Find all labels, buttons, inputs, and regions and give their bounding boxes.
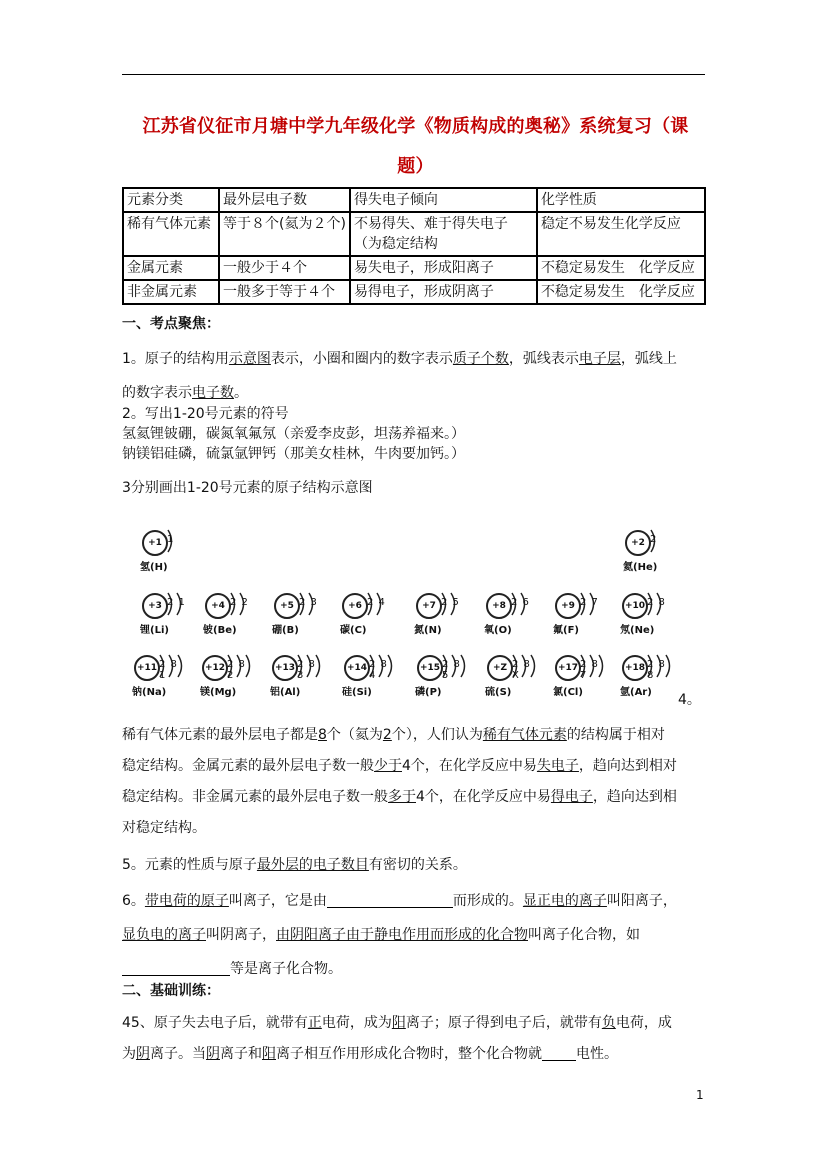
header-rule bbox=[122, 74, 705, 75]
table-row bbox=[123, 212, 705, 256]
answer: 由阴阳离子由于静电作用而形成的化合物 bbox=[276, 927, 528, 943]
answer: 电子层 bbox=[578, 351, 621, 367]
answer: 电子数 bbox=[192, 385, 234, 401]
text: 个（氦为 bbox=[326, 727, 383, 743]
table-cell: 一般多于等于４个 bbox=[219, 280, 350, 304]
text: 叫离子，它是由 bbox=[228, 893, 327, 909]
answer: 阴 bbox=[136, 1046, 150, 1062]
element-name: 氦(He) bbox=[623, 562, 658, 573]
text: ，趋向达到相对 bbox=[578, 758, 677, 774]
text: 等是离子化合物。 bbox=[230, 961, 342, 977]
answer: 带电荷的原子 bbox=[144, 893, 229, 909]
atom-diagram bbox=[270, 647, 322, 697]
table-cell: 非金属元素 bbox=[123, 280, 219, 304]
answer: 多于 bbox=[388, 789, 416, 805]
element-name: 硼(B) bbox=[272, 625, 299, 636]
section-heading-focus: 一、考点聚焦： bbox=[122, 316, 220, 332]
answer: 显负电的离子 bbox=[122, 927, 206, 943]
text: ，趋向达到相 bbox=[592, 789, 677, 805]
text: 稳定结构。非金属元素的最外层电子数一般 bbox=[122, 789, 388, 805]
item-2-title: 2。写出1-20号元素的符号 bbox=[122, 406, 289, 422]
table-cell: 最外层电子数 bbox=[219, 188, 350, 212]
text: 4个，在化学反应中易 bbox=[416, 789, 551, 805]
electron-counts: 2 8 X bbox=[512, 659, 531, 681]
answer: 最外层的电子数目 bbox=[256, 857, 369, 873]
table-cell: 化学性质 bbox=[537, 188, 705, 212]
element-name: 镁(Mg) bbox=[200, 687, 237, 698]
table-cell: 元素分类 bbox=[123, 188, 219, 212]
answer: 稀有气体元素 bbox=[482, 727, 567, 743]
element-name: 钠(Na) bbox=[132, 687, 167, 698]
electron-counts: 1 bbox=[167, 534, 175, 545]
atom-diagram bbox=[485, 647, 537, 697]
answer: 2 bbox=[382, 727, 392, 743]
item-6 bbox=[122, 884, 707, 986]
element-name: 氩(Ar) bbox=[620, 687, 652, 698]
electron-counts: 2 4 bbox=[367, 597, 386, 608]
electron-counts: 2 8 7 bbox=[580, 659, 599, 681]
text: 而形成的。 bbox=[452, 893, 523, 909]
electron-counts: 2 8 4 bbox=[369, 659, 388, 681]
atom-diagram bbox=[132, 647, 184, 697]
electron-counts: 2 8 3 bbox=[297, 659, 316, 681]
nucleus: +10 bbox=[622, 593, 648, 619]
atom-diagram bbox=[200, 647, 252, 697]
atom-diagram bbox=[203, 585, 255, 635]
nucleus: +11 bbox=[134, 655, 160, 681]
nucleus: +3 bbox=[142, 593, 168, 619]
item-45 bbox=[122, 1008, 707, 1070]
atom-diagram bbox=[553, 647, 605, 697]
table-cell: 不稳定易发生 化学反应 bbox=[537, 256, 705, 280]
electron-counts: 2 8 8 bbox=[647, 659, 666, 681]
table-cell: 稳定不易发生化学反应 bbox=[537, 212, 705, 256]
answer: 阴 bbox=[206, 1046, 220, 1062]
nucleus: +12 bbox=[202, 655, 228, 681]
page-title-continued: 题） bbox=[397, 156, 434, 177]
electron-counts: 2 3 bbox=[299, 597, 318, 608]
table-cell: 不易得失、难于得失电子（为稳定结构 bbox=[350, 212, 537, 256]
electron-counts: 2 8 2 bbox=[227, 659, 246, 681]
element-name: 磷(P) bbox=[415, 687, 442, 698]
text: 4个，在化学反应中易 bbox=[402, 758, 537, 774]
electron-counts: 2 2 bbox=[230, 597, 249, 608]
text: 叫阳离子， bbox=[606, 893, 677, 909]
element-name: 氧(O) bbox=[484, 625, 512, 636]
text: 稳定结构。金属元素的最外层电子数一般 bbox=[122, 758, 374, 774]
page-number: 1 bbox=[696, 1088, 704, 1102]
item-4-number: 4。 bbox=[678, 692, 701, 708]
electron-counts: 2 6 bbox=[511, 597, 530, 608]
nucleus: +17 bbox=[555, 655, 581, 681]
answer: 得电子 bbox=[550, 789, 593, 805]
text: 的数字表示 bbox=[122, 385, 192, 401]
nucleus: +5 bbox=[274, 593, 300, 619]
text: 电荷，成 bbox=[615, 1015, 672, 1031]
atom-diagram bbox=[140, 585, 192, 635]
text: 对稳定结构。 bbox=[122, 820, 206, 836]
item-2 bbox=[122, 404, 707, 464]
text: ，弧线表示 bbox=[508, 351, 579, 367]
text: 电性。 bbox=[576, 1046, 618, 1062]
atom-diagram bbox=[620, 585, 672, 635]
item-3: 3分别画出1-20号元素的原子结构示意图 bbox=[122, 480, 373, 496]
text: 有密切的关系。 bbox=[368, 857, 467, 873]
answer: 少于 bbox=[374, 758, 402, 774]
text: 表示，小圈和圈内的数字表示 bbox=[270, 351, 453, 367]
atom-diagram bbox=[414, 585, 466, 635]
answer: 负 bbox=[601, 1015, 616, 1031]
element-name: 硫(S) bbox=[485, 687, 512, 698]
page-title: 江苏省仪征市月塘中学九年级化学《物质构成的奥秘》系统复习（课 bbox=[142, 116, 689, 137]
atom-diagram bbox=[484, 585, 536, 635]
electron-counts: 2 5 bbox=[441, 597, 460, 608]
text: 6。 bbox=[122, 893, 145, 909]
element-classification-table bbox=[122, 187, 706, 305]
nucleus: +Z bbox=[487, 655, 513, 681]
element-name: 氢(H) bbox=[140, 562, 168, 573]
table-cell: 一般少于４个 bbox=[219, 256, 350, 280]
element-name: 氮(N) bbox=[414, 625, 442, 636]
nucleus: +6 bbox=[342, 593, 368, 619]
text: 稀有气体元素的最外层电子都是 bbox=[122, 727, 318, 743]
text: 离子；原子得到电子后，就带有 bbox=[405, 1015, 602, 1031]
text: 个），人们认为 bbox=[391, 727, 483, 743]
electron-counts: 2 8 5 bbox=[442, 659, 461, 681]
nucleus: +9 bbox=[555, 593, 581, 619]
nucleus: +15 bbox=[417, 655, 443, 681]
text: 离子。当 bbox=[150, 1046, 206, 1062]
atom-diagram bbox=[272, 585, 324, 635]
item-5 bbox=[122, 855, 707, 875]
answer: 阳 bbox=[391, 1015, 406, 1031]
nucleus: +8 bbox=[486, 593, 512, 619]
atom-diagram bbox=[342, 647, 394, 697]
answer: 显正电的离子 bbox=[522, 893, 607, 909]
fill-in-blank[interactable] bbox=[542, 1046, 576, 1061]
table-cell: 易失电子，形成阳离子 bbox=[350, 256, 537, 280]
text: 叫离子化合物，如 bbox=[528, 927, 640, 943]
table-cell: 得失电子倾向 bbox=[350, 188, 537, 212]
element-name: 氖(Ne) bbox=[620, 625, 655, 636]
table-cell: 不稳定易发生 化学反应 bbox=[537, 280, 705, 304]
table-cell: 金属元素 bbox=[123, 256, 219, 280]
fill-in-blank[interactable] bbox=[327, 893, 453, 908]
element-name: 铍(Be) bbox=[203, 625, 237, 636]
text: 的结构属于相对 bbox=[566, 727, 665, 743]
answer: 示意图 bbox=[228, 351, 271, 367]
table-cell: 等于８个(氦为２个) bbox=[219, 212, 350, 256]
answer: 失电子 bbox=[536, 758, 579, 774]
electron-counts: 2 8 bbox=[647, 597, 666, 608]
electron-counts: 2 bbox=[650, 534, 658, 545]
nucleus: +2 bbox=[625, 530, 651, 556]
mnemonic-line: 氢氦锂铍硼，碳氮氧氟氖（亲爱李皮彭，坦荡养福来。） bbox=[122, 426, 465, 442]
nucleus: +4 bbox=[205, 593, 231, 619]
mnemonic-line: 钠镁铝硅磷，硫氯氩钾钙（那美女桂林，牛肉要加钙。） bbox=[122, 446, 465, 462]
element-name: 氟(F) bbox=[553, 625, 579, 636]
text: 1。原子的结构用 bbox=[122, 351, 229, 367]
text: 离子相互作用形成化合物时，整个化合物就 bbox=[276, 1046, 542, 1062]
text: 电荷，成为 bbox=[321, 1015, 392, 1031]
answer: 8 bbox=[318, 727, 327, 743]
nucleus: +1 bbox=[142, 530, 168, 556]
section-heading-training: 二、基础训练： bbox=[122, 983, 220, 999]
atom-diagram bbox=[623, 522, 675, 572]
atom-diagram bbox=[620, 647, 672, 697]
text: 45、原子失去电子后，就带有 bbox=[122, 1015, 308, 1031]
answer: 正 bbox=[307, 1015, 322, 1031]
answer: 阳 bbox=[262, 1046, 276, 1062]
table-row bbox=[123, 280, 705, 304]
text: 5。元素的性质与原子 bbox=[122, 857, 257, 873]
nucleus: +7 bbox=[416, 593, 442, 619]
atom-diagram bbox=[553, 585, 605, 635]
atom-diagram bbox=[140, 522, 192, 572]
answer: 质子个数 bbox=[452, 351, 509, 367]
text: 。 bbox=[234, 385, 248, 401]
element-name: 铝(Al) bbox=[270, 687, 301, 698]
element-name: 氯(Cl) bbox=[553, 687, 583, 698]
element-name: 硅(Si) bbox=[342, 687, 372, 698]
nucleus: +13 bbox=[272, 655, 298, 681]
text: 为 bbox=[122, 1046, 136, 1062]
table-cell: 稀有气体元素 bbox=[123, 212, 219, 256]
element-name: 锂(Li) bbox=[140, 625, 169, 636]
item-4-paragraph bbox=[122, 720, 707, 844]
element-name: 碳(C) bbox=[340, 625, 367, 636]
text: ，弧线上 bbox=[620, 351, 677, 367]
electron-counts: 2 7 bbox=[580, 597, 599, 608]
item-1 bbox=[122, 342, 707, 410]
table-row bbox=[123, 256, 705, 280]
table-cell: 易得电子，形成阴离子 bbox=[350, 280, 537, 304]
nucleus: +18 bbox=[622, 655, 648, 681]
text: 叫阴离子， bbox=[206, 927, 276, 943]
atom-diagram bbox=[340, 585, 392, 635]
fill-in-blank[interactable] bbox=[122, 961, 230, 976]
text: 离子和 bbox=[220, 1046, 262, 1062]
nucleus: +14 bbox=[344, 655, 370, 681]
table-header-row bbox=[123, 188, 705, 212]
electron-counts: 2 1 bbox=[167, 597, 186, 608]
atom-diagram bbox=[415, 647, 467, 697]
electron-counts: 2 8 1 bbox=[159, 659, 178, 681]
